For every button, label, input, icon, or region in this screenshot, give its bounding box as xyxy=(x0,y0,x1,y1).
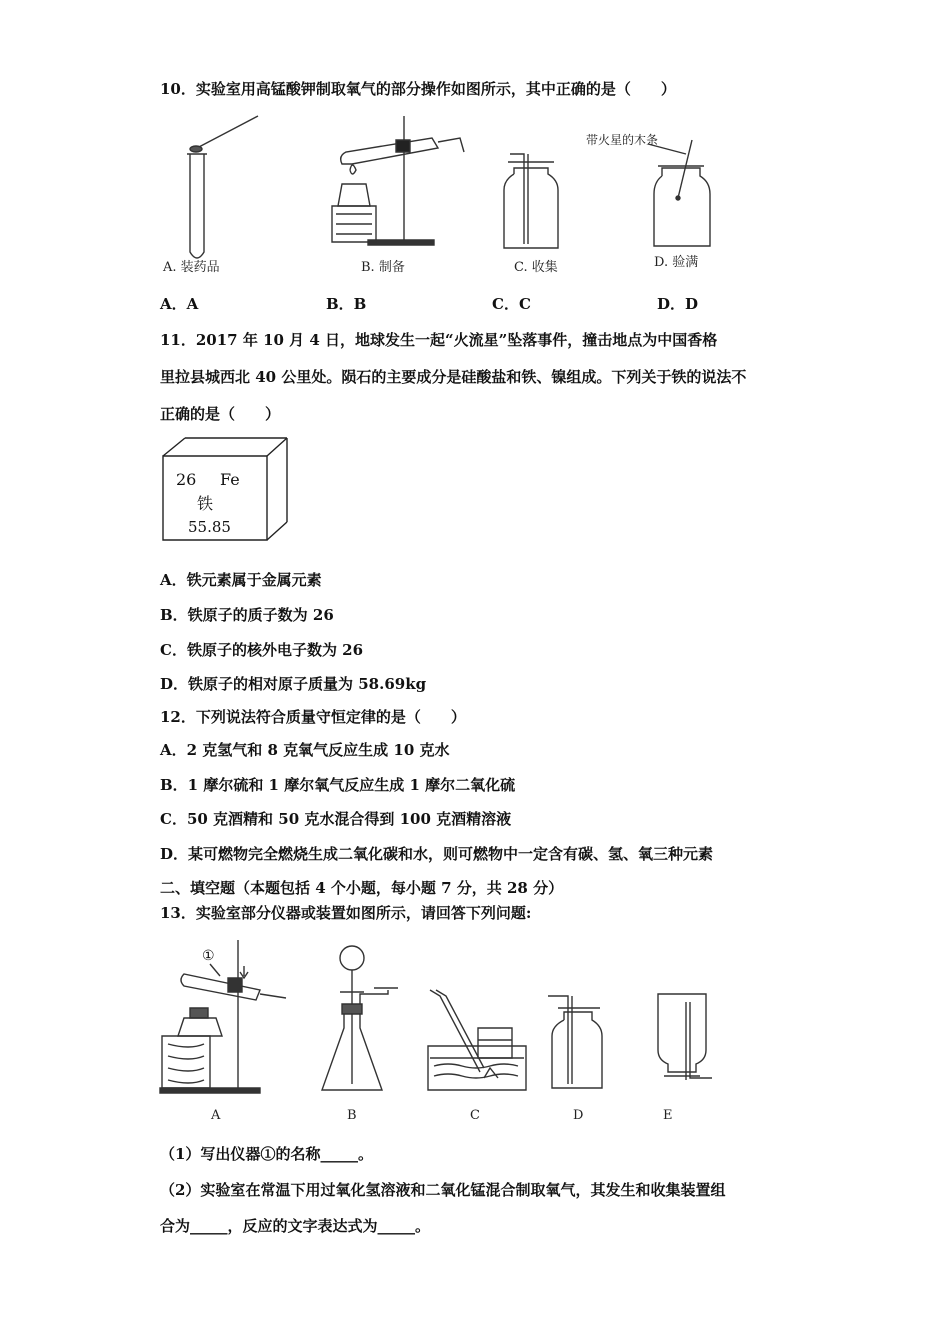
q10-figure-d xyxy=(648,136,728,251)
q10-figure-b xyxy=(322,112,472,257)
q10-figure-a xyxy=(160,112,270,272)
q10-annotation: 带火星的木条 xyxy=(586,133,659,147)
q12-stem: 12．下列说法符合质量守恒定律的是（ ） xyxy=(160,708,466,726)
q11-option-b: B．铁原子的质子数为 26 xyxy=(160,606,334,624)
element-symbol: Fe xyxy=(220,470,240,489)
q12-option-b: B．1 摩尔硫和 1 摩尔氧气反应生成 1 摩尔二氧化硫 xyxy=(160,776,516,794)
q10-label-a: A. 装药品 xyxy=(163,260,220,275)
q10-label-c: C. 收集 xyxy=(514,260,558,275)
q11-option-a: A．铁元素属于金属元素 xyxy=(160,571,322,589)
q13-apparatus-a xyxy=(160,940,290,1095)
q10-option-b: B．B xyxy=(326,295,367,313)
q13-label-d: D xyxy=(573,1108,584,1123)
q13-stem: 13．实验室部分仪器或装置如图所示，请回答下列问题: xyxy=(160,904,532,922)
q11-stem-line2: 里拉县城西北 40 公里处。陨石的主要成分是硅酸盐和铁、镍组成。下列关于铁的说法不 xyxy=(160,368,747,386)
section2-heading: 二、填空题（本题包括 4 个小题，每小题 7 分，共 28 分） xyxy=(160,879,564,897)
element-atomic-number: 26 xyxy=(176,470,197,489)
q13-sub1: （1）写出仪器①的名称_____。 xyxy=(160,1145,373,1163)
q13-apparatus-e xyxy=(652,990,722,1090)
q11-option-d: D．铁原子的相对原子质量为 58.69kg xyxy=(160,675,427,693)
q13-apparatus-d xyxy=(548,990,618,1095)
q11-stem-line1: 11．2017 年 10 月 4 日，地球发生一起“火流星”坠落事件，撞击地点为中国香格 xyxy=(160,331,718,349)
element-mass: 55.85 xyxy=(188,518,231,536)
q12-option-a: A．2 克氢气和 8 克氧气反应生成 10 克水 xyxy=(160,741,450,759)
q13-label-a: A xyxy=(211,1108,221,1123)
element-name: 铁 xyxy=(197,494,214,513)
q12-option-d: D．某可燃物完全燃烧生成二氧化碳和水，则可燃物中一定含有碳、氢、氧三种元素 xyxy=(160,845,714,863)
q13-label-c: C xyxy=(470,1108,480,1123)
q13-label-b: B xyxy=(347,1108,357,1123)
q10-option-d: D．D xyxy=(657,295,699,313)
q13-sub2-line2: 合为_____，反应的文字表达式为_____。 xyxy=(160,1217,431,1235)
q10-option-a: A．A xyxy=(160,295,199,313)
q10-option-c: C．C xyxy=(492,295,531,313)
q11-stem-line3: 正确的是（ ） xyxy=(160,405,281,423)
q10-stem: 10．实验室用高锰酸钾制取氧气的部分操作如图所示，其中正确的是（ ） xyxy=(160,80,676,98)
q12-option-c: C．50 克酒精和 50 克水混合得到 100 克酒精溶液 xyxy=(160,810,512,828)
q13-apparatus-c xyxy=(400,990,530,1090)
q10-figure-c xyxy=(498,150,568,255)
q13-marker: ① xyxy=(202,948,215,964)
q10-label-d: D. 验满 xyxy=(654,255,699,270)
q10-label-b: B. 制备 xyxy=(361,260,405,275)
q13-label-e: E xyxy=(663,1108,673,1123)
q11-option-c: C．铁原子的核外电子数为 26 xyxy=(160,641,364,659)
q13-sub2-line1: （2）实验室在常温下用过氧化氢溶液和二氧化锰混合制取氧气，其发生和收集装置组 xyxy=(160,1181,726,1199)
q13-apparatus-b xyxy=(318,944,408,1094)
